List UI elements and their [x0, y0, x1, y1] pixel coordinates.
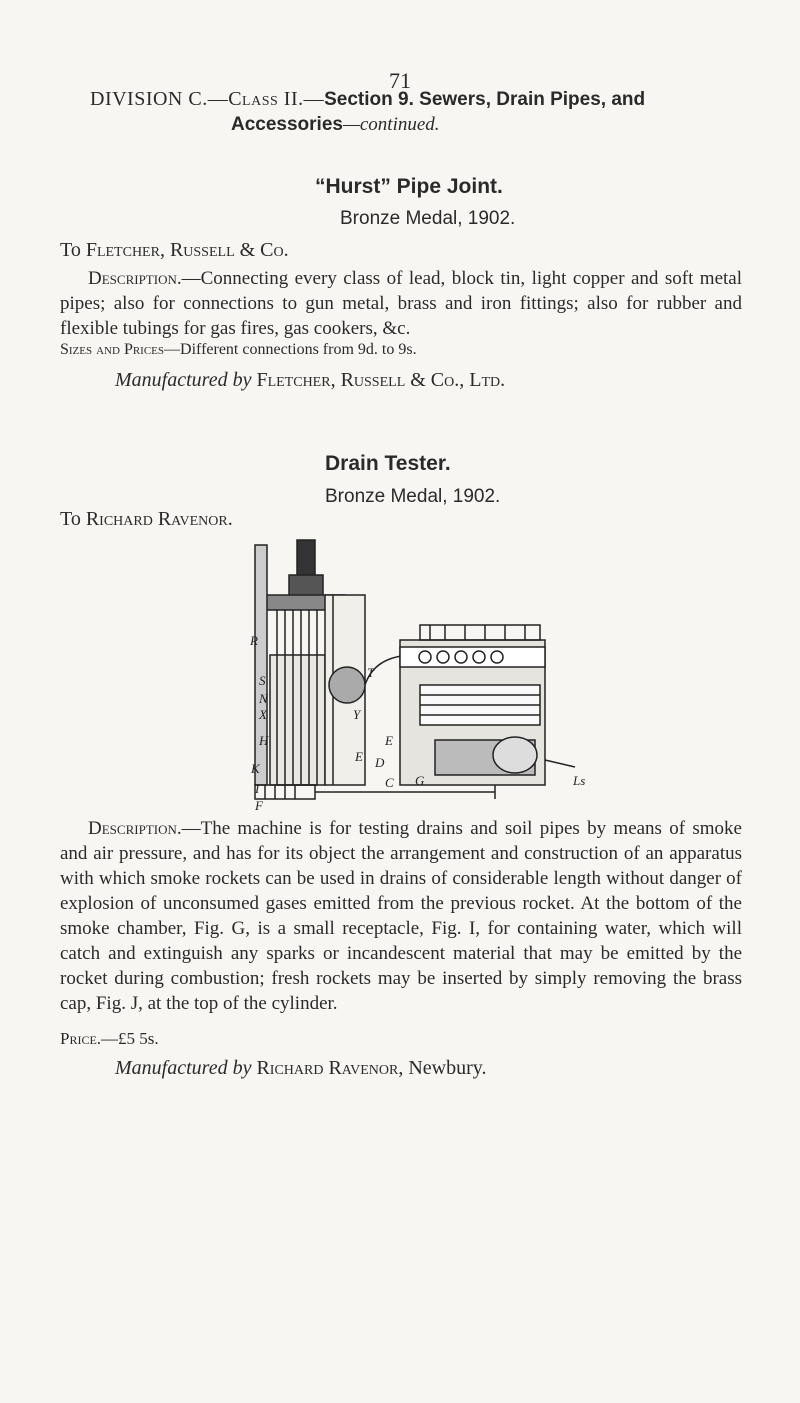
figure-label-g: G: [415, 773, 425, 788]
figure-label-r: R: [250, 633, 258, 648]
section-title: Section 9. Sewers, Drain Pipes, and: [324, 89, 646, 110]
section-header-continued: [231, 114, 440, 136]
figure-label-t: T: [367, 665, 375, 680]
page-number: 71: [389, 68, 411, 93]
figure-label-x: X: [259, 707, 267, 722]
entry2-description-text: —The machine is for testing drains and soil pipes by means of smoke and air pressure, and has for its object the arrangement and construction of an apparatus with which smoke rockets can be used in drains of considerable length without danger of explosion of unconsumed gases emitted from the previous rocket. At the bottom of the smoke chamber, Fig. G, is a small receptacle, Fig. I, for containing water, which will catch and extinguish any sparks or incandescent material that may be emitted by the rocket during combustion; fresh rockets may be inserted by simply removing the brass cap, Fig. J, at the top of the cylinder.: [60, 818, 742, 1014]
drain-tester-figure: [215, 535, 585, 810]
entry2-manufactured-by: Manufactured by: [115, 1057, 252, 1079]
entry2-description-lead: Description.: [88, 818, 182, 839]
figure-label-ls: Ls: [573, 773, 585, 788]
figure-label-f: F: [255, 798, 263, 810]
entry2-price-text: —£5 5s.: [101, 1029, 159, 1048]
figure-label-e2: E: [355, 749, 363, 764]
figure-label-e1: E: [385, 733, 393, 748]
entry2-recipient-prefix: To: [60, 508, 81, 530]
entry1-sizes: [60, 341, 417, 359]
entry2-manufacturer-location: , Newbury.: [398, 1057, 487, 1079]
entry2-price: [60, 1029, 159, 1049]
figure-label-y: Y: [353, 707, 361, 722]
entry1-title: “Hurst” Pipe Joint.: [315, 175, 503, 198]
entry1-manufactured-by: Manufactured by: [115, 369, 252, 391]
entry1-description: [60, 266, 742, 341]
entry1-recipient: [60, 239, 289, 262]
entry1-medal: Bronze Medal, 1902.: [340, 208, 516, 229]
entry1-manufacturer: [115, 369, 505, 392]
entry1-recipient-prefix: To: [60, 239, 81, 261]
figure-label-h: H: [259, 733, 269, 748]
figure-label-n: N: [259, 691, 268, 706]
entry2-description: [60, 816, 742, 1016]
figure-label-i: I: [255, 781, 260, 796]
entry2-manufacturer: [115, 1057, 486, 1080]
entry1-sizes-text: —Different connections from 9d. to 9s.: [164, 341, 417, 358]
figure-label-s: S: [259, 673, 266, 688]
figure-label-c: C: [385, 775, 394, 790]
accessories-label: Accessories: [231, 114, 343, 135]
entry2-price-lead: Price.: [60, 1029, 102, 1048]
figure-label-k: K: [251, 761, 260, 776]
entry2-recipient: [60, 508, 233, 531]
class-label: —Class II.—: [207, 88, 325, 110]
entry1-recipient-name: Fletcher, Russell & Co.: [85, 239, 289, 261]
entry1-description-text: —Connecting every class of lead, block tin, light copper and soft metal pipes; also for connections to gun metal, brass and iron fittings; also for rubber and flexible tubings for gas fires, gas cookers, &c.: [60, 268, 742, 339]
entry2-medal: Bronze Medal, 1902.: [325, 486, 501, 507]
entry2-title: Drain Tester.: [325, 452, 451, 475]
entry1-description-lead: Description.: [88, 268, 182, 289]
entry2-manufacturer-name: Richard Ravenor: [256, 1057, 399, 1079]
division-label: DIVISION C.: [90, 88, 208, 110]
entry1-manufacturer-name: Fletcher, Russell & Co., Ltd.: [256, 369, 506, 391]
continued-label: —continued.: [342, 114, 440, 135]
figure-label-d: D: [375, 755, 385, 770]
section-header: [90, 88, 645, 111]
entry2-recipient-name: Richard Ravenor.: [85, 508, 233, 530]
entry1-sizes-lead: Sizes and Prices: [60, 341, 165, 358]
